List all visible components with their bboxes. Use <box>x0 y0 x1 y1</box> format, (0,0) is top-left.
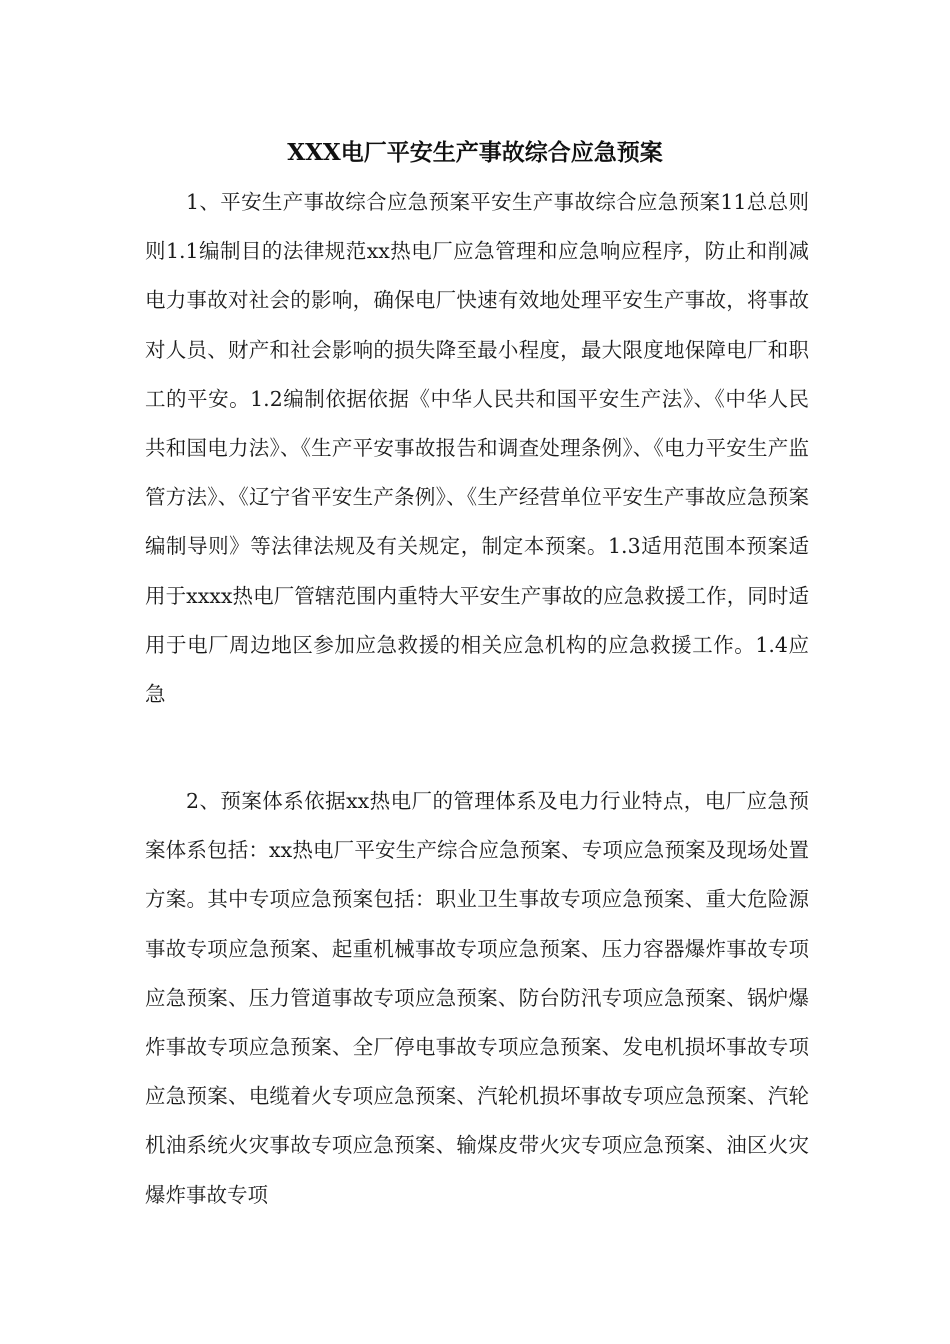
paragraph-1: 1、平安生产事故综合应急预案平安生产事故综合应急预案11总总则则1.1编制目的法律规范xx热电厂应急管理和应急响应程序，防止和削减电力事故对社会的影响，确保电厂快速有效地处理平安生产事故，将事故对人员、财产和社会影响的损失降至最小程度，最大限度地保障电厂和职工的平安。1.2编制依据依据《中华人民共和国平安生产法》、《中华人民共和国电力法》、《生产平安事故报告和调查处理条例》、《电力平安生产监管方法》、《辽宁省平安生产条例》、《生产经营单位平安生产事故应急预案编制导则》等法律法规及有关规定，制定本预案。1.3适用范围本预案适用于xxxx热电厂管辖范围内重特大平安生产事故的应急救援工作，同时适用于电厂周边地区参加应急救援的相关应急机构的应急救援工作。1.4应急 <box>145 190 809 707</box>
document-title: XXX电厂平安生产事故综合应急预案 <box>287 139 663 166</box>
paragraph-2: 2、预案体系依据xx热电厂的管理体系及电力行业特点，电厂应急预案体系包括：xx热电厂平安生产综合应急预案、专项应急预案及现场处置方案。其中专项应急预案包括：职业卫生事故专项应急预案、重大危险源事故专项应急预案、起重机械事故专项应急预案、压力容器爆炸事故专项应急预案、压力管道事故专项应急预案、防台防汛专项应急预案、锅炉爆炸事故专项应急预案、全厂停电事故专项应急预案、发电机损坏事故专项应急预案、电缆着火专项应急预案、汽轮机损坏事故专项应急预案、汽轮机油系统火灾事故专项应急预案、输煤皮带火灾专项应急预案、油区火灾爆炸事故专项 <box>145 789 809 1207</box>
